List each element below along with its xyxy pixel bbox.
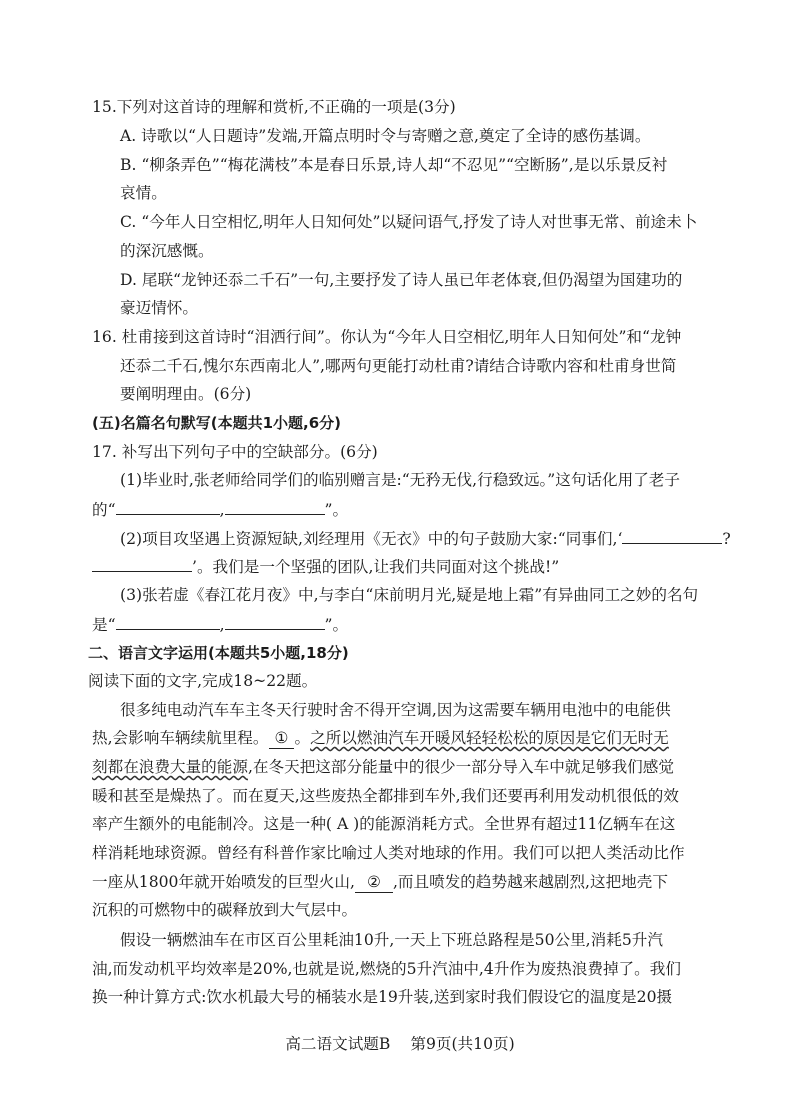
blank-1[interactable] [116,499,220,515]
section-2-heading: 二、语言文字运用(本题共5小题,18分) [88,644,349,662]
blank-4[interactable] [92,556,192,572]
q15-option-c-cont: 的深沉感慨。 [120,242,214,260]
q17-item-1-blanks [92,499,348,520]
passage-line: 沉积的可燃物中的碳释放到大气层中。 [92,901,358,919]
blank-5[interactable] [116,614,220,630]
passage-text: 热,会影响车辆续航里程。 [92,729,269,747]
q16-line-2: 还忝二千石,愧尔东西南北人”,哪两句更能打动杜甫?请结合诗歌内容和杜甫身世简 [120,357,677,375]
q15-option-b-cont: 哀情。 [120,184,167,202]
reading-intro: 阅读下面的文字,完成18~22题。 [88,672,318,690]
q15-option-c: C. “今年人日空相忆,明年人日知何处”以疑问语气,抒发了诗人对世事无常、前途未卜 [120,213,698,231]
passage-line: 率产生额外的电能制冷。这是一种( A )的能源消耗方式。全世界有超过11亿辆车在这 [92,815,676,833]
q17-item-3-suffix: ”。 [324,616,349,634]
q15-option-d: D. 尾联“龙钟还忝二千石”一句,主要抒发了诗人虽已年老体衰,但仍渴望为国建功的 [120,271,683,289]
passage-line: 换一种计算方式:饮水机最大号的桶装水是19升装,送到家时我们假设它的温度是20摄 [92,988,673,1006]
q17-item-2-rest: ’。我们是一个坚强的团队,让我们共同面对这个挑战!” [192,558,560,576]
q17-stem: 17. 补写出下列句子中的空缺部分。(6分) [92,443,378,461]
q17-item-2-qmark: ? [722,530,731,548]
footer-title: 高二语文试题B [285,1035,391,1053]
q17-item-1-prefix: 的“ [92,501,116,519]
q17-item-3-blanks [92,614,348,635]
q17-item-1: (1)毕业时,张老师给同学们的临别赠言是:“无矜无伐,行稳致远。”这句话化用了老子 [120,471,680,489]
marker-2: ② [355,872,393,893]
blank-2[interactable] [225,499,325,515]
blank-6[interactable] [225,614,325,630]
q17-item-1-mid: , [219,501,225,519]
footer-page-number: 第9页(共10页) [410,1035,515,1053]
wavy-underlined-sentence: 之所以燃油汽车开暖风轻轻松松的原因是它们无时无 [310,729,669,747]
passage-line: 很多纯电动汽车车主冬天行驶时舍不得开空调,因为这需要车辆用电池中的电能供 [120,701,671,719]
passage-line: 油,而发动机平均效率是20%,也就是说,燃烧的5升汽油中,4升作为废热浪费掉了。我们 [92,960,681,978]
passage-line [92,757,674,777]
marker-1: ① [269,728,295,749]
q17-item-3-mid: , [219,616,225,634]
q15-option-b: B. “柳条弄色”“梅花满枝”本是春日乐景,诗人却“不忍见”“空断肠”,是以乐景反衬 [120,156,668,174]
passage-text: ,而且喷发的趋势越来越剧烈,这把地壳下 [392,873,668,891]
q17-item-3-prefix: 是“ [92,616,116,634]
passage-text: 。 [294,729,311,747]
section-5-heading: (五)名篇名句默写(本题共1小题,6分) [92,414,341,432]
passage-line: 假设一辆燃油车在市区百公里耗油10升,一天上下班总路程是50公里,消耗5升汽 [120,931,663,949]
q17-item-2 [120,528,731,549]
passage-text: 一座从1800年就开始喷发的巨型火山, [92,873,355,891]
blank-3[interactable] [622,528,722,544]
q15-option-a: A. 诗歌以“人日题诗”发端,开篇点明时令与寄赠之意,奠定了全诗的感伤基调。 [120,127,651,145]
passage-text: ,在冬天把这部分能量中的很少一部分导入车中就足够我们感觉 [247,758,674,776]
passage-line [92,728,669,749]
q16-line-3: 要阐明理由。(6分) [120,385,252,403]
q16-line-1: 16. 杜甫接到这首诗时“泪洒行间”。你认为“今年人日空相忆,明年人日知何处”和“龙钟 [92,328,682,346]
wavy-underlined-sentence-cont: 刻都在浪费大量的能源 [92,758,248,776]
page-footer [0,1032,800,1054]
q17-item-2-cont [92,556,559,577]
q17-item-1-suffix: ”。 [324,501,349,519]
passage-line: 暖和甚至是燥热了。而在夏天,这些废热全都排到车外,我们还要再利用发动机很低的效 [92,787,679,805]
passage-line [92,872,668,893]
passage-line: 样消耗地球资源。曾经有科普作家比喻过人类对地球的作用。我们可以把人类活动比作 [92,844,685,862]
q17-item-3: (3)张若虚《春江花月夜》中,与李白“床前明月光,疑是地上霜”有异曲同工之妙的名句 [120,586,699,604]
q15-option-d-cont: 豪迈情怀。 [120,299,198,317]
q17-item-2-text: (2)项目攻坚遇上资源短缺,刘经理用《无衣》中的句子鼓励大家:“同事们,‘ [120,530,623,548]
q15-stem: 15.下列对这首诗的理解和赏析,不正确的一项是(3分) [92,98,456,116]
